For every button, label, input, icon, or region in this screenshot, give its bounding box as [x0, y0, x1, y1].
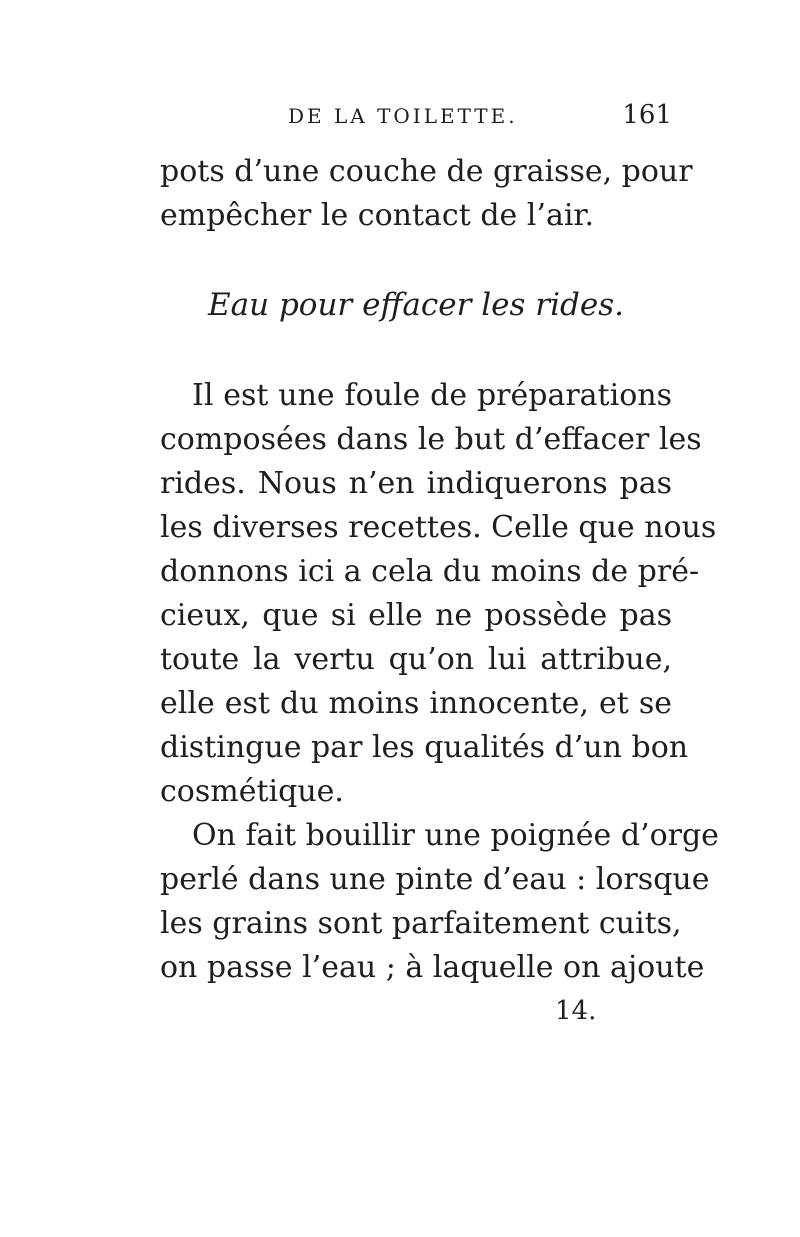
text-line: elle est du moins innocente, et se: [160, 686, 672, 721]
paragraph-first-line: Il est une foule de préparations: [192, 378, 672, 413]
running-head: [160, 100, 672, 134]
paragraph-first-line: On fait bouillir une poignée d’orge: [192, 818, 719, 853]
text-line: donnons ici a cela du moins de pré-: [160, 554, 700, 589]
text-line: toute la vertu qu’on lui attribue,: [160, 642, 672, 677]
text-line: on passe l’eau ; à laquelle on ajoute: [160, 950, 705, 985]
signature-mark: 14.: [555, 996, 597, 1026]
text-line: cieux, que si elle ne possède pas: [160, 598, 672, 633]
text-line: distingue par les qualités d’un bon: [160, 730, 689, 765]
text-line: pots d’une couche de graisse, pour: [160, 154, 693, 189]
text-line: les diverses recettes. Celle que nous: [160, 510, 717, 545]
text-line: cosmétique.: [160, 774, 344, 809]
section-title: Eau pour effacer les rides.: [208, 287, 624, 323]
text-line: composées dans le but d’effacer les: [160, 422, 702, 457]
page-number: 161: [622, 100, 672, 130]
running-title: DE LA TOILETTE.: [288, 104, 518, 128]
text-line: perlé dans une pinte d’eau : lorsque: [160, 862, 710, 897]
text-line: les grains sont parfaitement cuits,: [160, 906, 682, 941]
text-line: empêcher le contact de l’air.: [160, 198, 595, 233]
text-line: rides. Nous n’en indiquerons pas: [160, 466, 672, 501]
